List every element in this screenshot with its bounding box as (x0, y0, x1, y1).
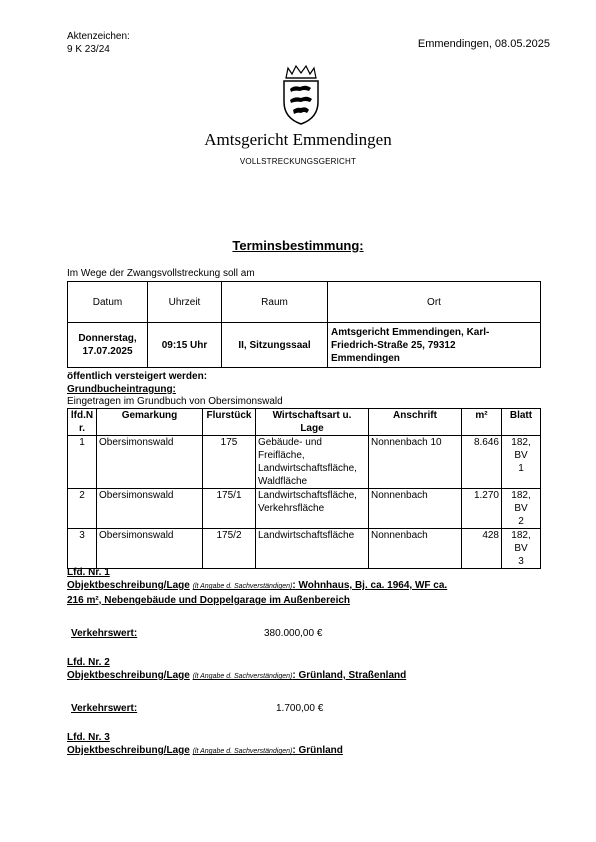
cell-gemarkung: Obersimonswald (97, 436, 203, 489)
header-wirtschaftsart-line: Wirtschaftsart u. (272, 410, 352, 421)
termin-raum: II, Sitzungssaal (222, 323, 328, 368)
place-date: Emmendingen, 08.05.2025 (417, 38, 550, 50)
cell-anschrift: Nonnenbach (369, 489, 462, 529)
coat-of-arms-icon (280, 64, 322, 126)
termin-ort-line: Emmendingen (331, 352, 400, 364)
verkehrswert-label: Verkehrswert: (71, 628, 138, 639)
blatt-line: 3 (518, 556, 524, 567)
wa-line: Freifläche, (258, 450, 305, 461)
header-datum: Datum (68, 282, 148, 323)
versteigert-text: öffentlich versteigert werden: (67, 371, 208, 382)
obj2-verkehrswert: 1.700,00 € (276, 703, 324, 714)
verkehrswert-label: Verkehrswert: (71, 703, 138, 714)
blatt-line: 2 (518, 516, 524, 527)
header-lfd-line: r. (78, 423, 86, 434)
cell-wirtschaftsart (256, 436, 369, 489)
termin-date: 17.07.2025 (82, 346, 133, 357)
wa-line: Waldfläche (258, 476, 308, 487)
termin-ort-line: Friedrich-Straße 25, 79312 (331, 339, 456, 351)
cell-blatt (502, 436, 541, 489)
header-ort: Ort (328, 282, 541, 323)
wa-line: Landwirtschaftsfläche, (258, 490, 357, 501)
obj3-description (67, 744, 343, 758)
obj1-description (67, 579, 541, 608)
header-anschrift: Anschrift (369, 409, 462, 436)
obj2-heading: Lfd. Nr. 2 (67, 657, 110, 668)
table-header-row (68, 409, 541, 436)
cell-flurstueck: 175/2 (203, 529, 256, 569)
aktenzeichen-label: Aktenzeichen: (67, 31, 130, 42)
intro-text: Im Wege der Zwangsvollstreckung soll am (67, 268, 255, 279)
header-raum: Raum (222, 282, 328, 323)
blatt-line: 182, BV (511, 490, 531, 514)
court-subtitle: VOLLSTRECKUNGSGERICHT (239, 157, 357, 166)
blatt-line: 1 (518, 463, 524, 474)
cell-anschrift: Nonnenbach (369, 529, 462, 569)
obj1-heading: Lfd. Nr. 1 (67, 567, 110, 578)
blatt-line: 182, BV (511, 530, 531, 554)
header-uhrzeit: Uhrzeit (148, 282, 222, 323)
aktenzeichen-block (67, 30, 130, 56)
cell-nr: 1 (68, 436, 97, 489)
wa-line: Landwirtschaftsfläche, (258, 463, 357, 474)
obj-label: Objektbeschreibung/Lage (67, 745, 190, 756)
table-header-row (68, 282, 541, 323)
cell-wirtschaftsart (256, 529, 369, 569)
header-wirtschaftsart (256, 409, 369, 436)
cell-blatt (502, 489, 541, 529)
cell-flurstueck: 175 (203, 436, 256, 489)
obj1-verkehrswert: 380.000,00 € (264, 628, 323, 639)
cell-blatt (502, 529, 541, 569)
termin-datum (68, 323, 148, 368)
header-flurstueck: Flurstück (203, 409, 256, 436)
header-wirtschaftsart-line: Lage (300, 423, 324, 434)
grundbuch-heading: Grundbucheintragung: (67, 384, 176, 395)
cell-nr: 3 (68, 529, 97, 569)
termin-weekday: Donnerstag, (78, 333, 137, 344)
cell-flurstueck: 175/1 (203, 489, 256, 529)
blatt-line: 182, BV (511, 437, 531, 461)
cell-m2: 428 (462, 529, 502, 569)
grundbuch-text: Eingetragen im Grundbuch von Obersimonswald (67, 396, 283, 407)
header-lfd-line: lfd.N (70, 410, 94, 421)
court-name: Amtsgericht Emmendingen (204, 130, 392, 149)
header-gemarkung: Gemarkung (97, 409, 203, 436)
parcel-table (67, 408, 541, 569)
table-row (68, 489, 541, 529)
cell-nr: 2 (68, 489, 97, 529)
obj-note: (lt Angabe d. Sachverständigen) (192, 748, 293, 755)
obj-label: Objektbeschreibung/Lage (67, 580, 190, 591)
obj2-desc: : Grünland, Straßenland (292, 670, 407, 681)
header-lfd-nr (68, 409, 97, 436)
obj3-heading: Lfd. Nr. 3 (67, 732, 110, 743)
page-title: Terminsbestimmung: (232, 238, 364, 253)
cell-gemarkung: Obersimonswald (97, 489, 203, 529)
obj-label: Objektbeschreibung/Lage (67, 670, 190, 681)
obj-note: (lt Angabe d. Sachverständigen) (192, 673, 293, 680)
table-row (68, 436, 541, 489)
cell-wirtschaftsart (256, 489, 369, 529)
termin-table (67, 281, 541, 368)
obj1-desc-line2: 216 m², Nebengebäude und Doppelgarage im Außenbereich (67, 595, 351, 606)
wa-line: Landwirtschaftsfläche (258, 530, 355, 541)
cell-gemarkung: Obersimonswald (97, 529, 203, 569)
obj2-description (67, 669, 406, 683)
cell-m2: 8.646 (462, 436, 502, 489)
aktenzeichen-value: 9 K 23/24 (67, 44, 110, 55)
obj3-desc: : Grünland (292, 745, 343, 756)
obj-note: (lt Angabe d. Sachverständigen) (192, 583, 293, 590)
obj1-desc-line1: Wohnhaus, Bj. ca. 1964, WF ca. (295, 580, 448, 591)
obj1-colon: : (292, 580, 296, 591)
wa-line: Verkehrsfläche (258, 503, 325, 514)
header-blatt: Blatt (502, 409, 541, 436)
cell-anschrift: Nonnenbach 10 (369, 436, 462, 489)
termin-ort-line: Amtsgericht Emmendingen, Karl- (331, 326, 490, 338)
table-row (68, 529, 541, 569)
cell-m2: 1.270 (462, 489, 502, 529)
termin-ort (328, 323, 541, 368)
termin-uhrzeit: 09:15 Uhr (148, 323, 222, 368)
table-row (68, 323, 541, 368)
header-m2: m² (462, 409, 502, 436)
wa-line: Gebäude- und (258, 437, 322, 448)
